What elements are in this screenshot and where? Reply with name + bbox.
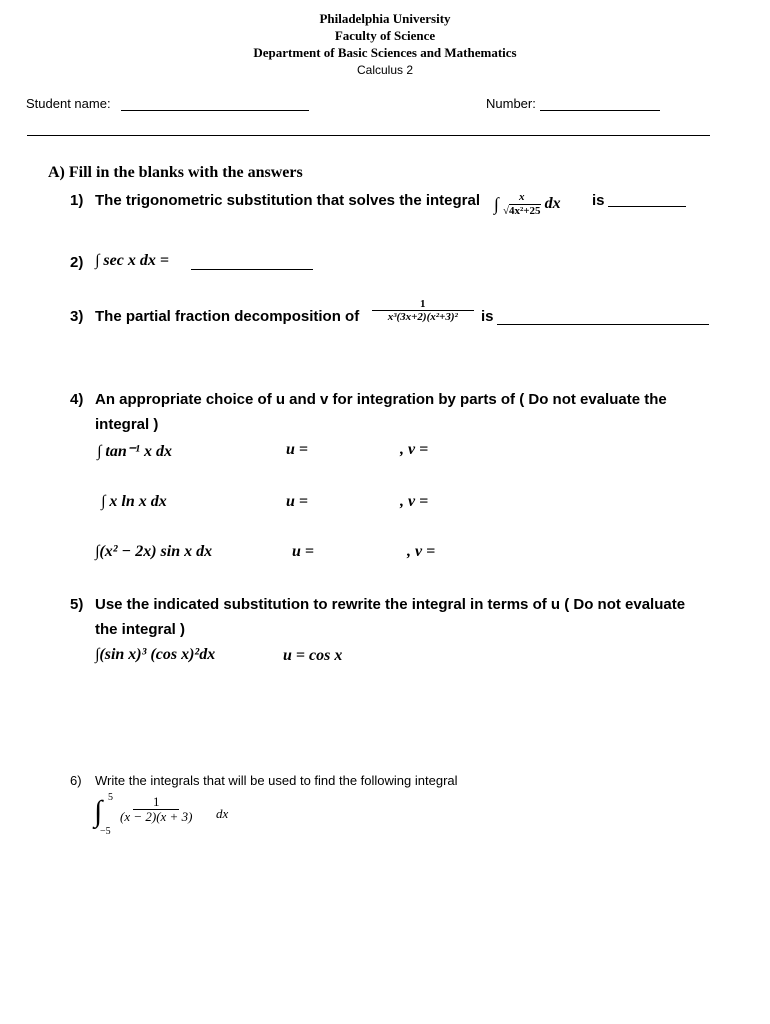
q2-expression: ∫ sec x dx =: [95, 252, 169, 269]
q4-v-1[interactable]: , v =: [400, 441, 429, 458]
q4-text-line1: An appropriate choice of u and v for integration by parts of ( Do not evaluate the: [95, 391, 667, 408]
q3-is: is: [481, 308, 494, 325]
student-number-blank[interactable]: [540, 110, 660, 111]
q5-number: 5): [70, 596, 84, 613]
course-title: Calculus 2: [356, 63, 414, 77]
q6-number: 6): [70, 773, 82, 788]
q6-text: Write the integrals that will be used to find the following integral: [95, 773, 458, 788]
q4-integral-2: ∫ x ln x dx: [101, 493, 167, 510]
section-a-title: A) Fill in the blanks with the answers: [48, 164, 303, 181]
q4-integral-3: ∫(x² − 2x) sin x dx: [95, 543, 213, 560]
header-divider: [27, 135, 710, 136]
q4-u-1[interactable]: u =: [286, 441, 309, 458]
q4-u-3[interactable]: u =: [292, 543, 315, 560]
q6-numerator: 1: [133, 795, 180, 810]
q3-number: 3): [70, 308, 84, 325]
q6-upper-limit: 5: [108, 792, 113, 803]
q3-answer-blank[interactable]: [497, 324, 709, 325]
q6-definite-integral: ∫ 5 −5 $\frac{1}{(x - 2)(x + 3)}$ dx: [94, 792, 229, 837]
student-number-label: Number:: [486, 96, 536, 111]
q5-substitution: u = cos x: [283, 647, 343, 664]
faculty-title: Faculty of Science: [334, 28, 436, 43]
q1-answer-blank[interactable]: [608, 206, 686, 207]
q4-text-line2: integral ): [95, 416, 159, 433]
q4-integral-1: ∫ tan⁻¹ x dx: [97, 443, 172, 460]
q6-dx: dx: [216, 806, 229, 821]
q3-text: The partial fraction decomposition of: [95, 308, 360, 325]
q6-lower-limit: −5: [100, 826, 111, 837]
q5-text-line1: Use the indicated substitution to rewrite the integral in terms of u ( Do not evaluate: [95, 596, 686, 613]
q4-number: 4): [70, 391, 84, 408]
q3-fraction: $\frac{1}{\text{x³(3x+2)(x²+3)²}}$: [372, 298, 474, 323]
q4-v-3[interactable]: , v =: [407, 543, 436, 560]
q1-number: 1): [70, 192, 84, 209]
q5-text-line2: the integral ): [95, 621, 186, 638]
q1-is: is: [592, 192, 605, 209]
student-name-label: Student name:: [26, 96, 111, 111]
q6-denominator: (x − 2)(x + 3): [120, 809, 193, 825]
q4-u-2[interactable]: u =: [286, 493, 309, 510]
q5-integral: ∫(sin x)³ (cos x)²dx: [95, 646, 216, 663]
q1-integral: ∫ $\frac{x}{\text{√4x²+25}}$ dx: [494, 191, 561, 217]
department-title: Department of Basic Sciences and Mathematics: [253, 45, 517, 60]
q2-number: 2): [70, 254, 84, 271]
q2-answer-blank[interactable]: [191, 269, 313, 270]
student-name-blank[interactable]: [121, 110, 309, 111]
q4-v-2[interactable]: , v =: [400, 493, 429, 510]
university-title: Philadelphia University: [319, 11, 451, 26]
q1-text: The trigonometric substitution that solves the integral: [95, 192, 481, 209]
